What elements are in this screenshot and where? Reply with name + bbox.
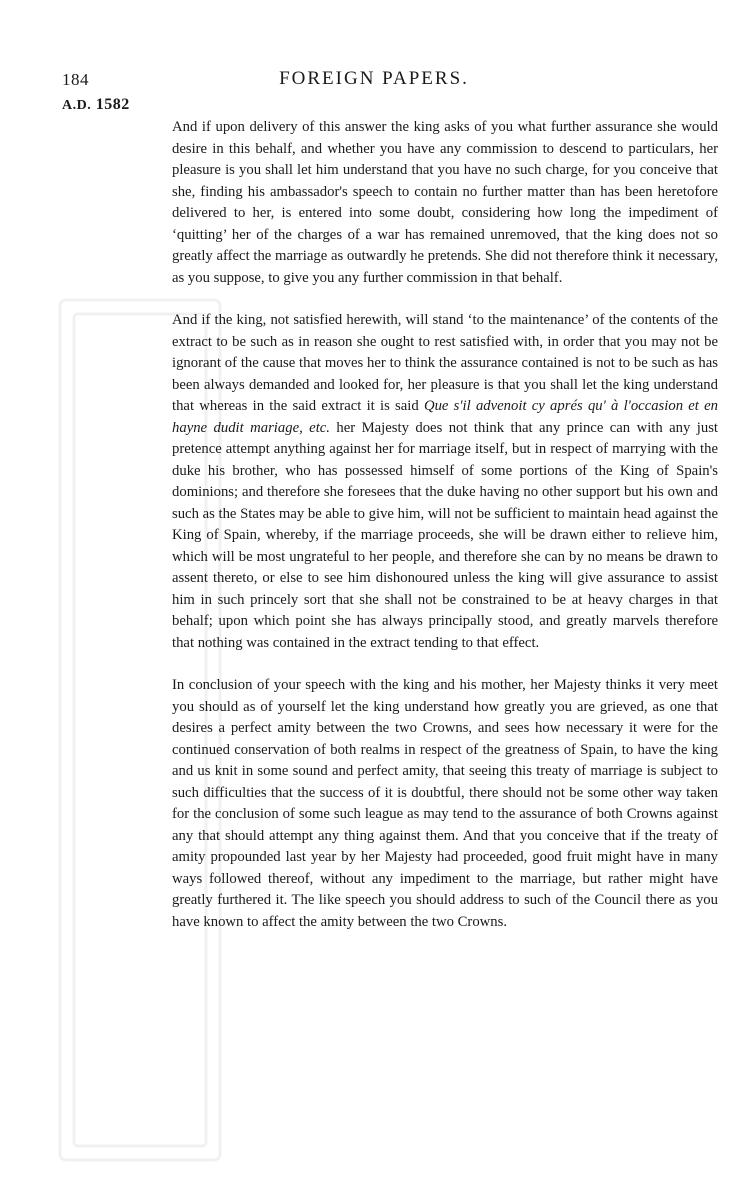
date-era: A.D. <box>62 98 92 113</box>
paragraph-1: And if upon delivery of this answer the king asks of you what further assurance she would desire in this behalf, and whether you have any commission to descend to particulars, her pleasure is you shall let him understand that you have no such charge, for you conceive that she, finding his ambassador's speech to contain no further matter than has been heretofore delivered to her, is entered into some doubt, considering how long the impediment of ‘quitting’ her of the charges of a war has remained unremoved, that the king does not so greatly affect the marriage as outwardly he pretends. She did not therefore think it necessary, as you suppose, to give you any further commission in that behalf. <box>172 119 718 286</box>
date-year: 1582 <box>95 96 130 113</box>
paragraph-3: In conclusion of your speech with the king and his mother, her Majesty thinks it very meet you should as of yourself let the king understand how greatly you are grieved, as one that desires a perfect amity between the two Crowns, and sees how necessary it were for the continued conservation of both realms in respect of the greatness of Spain, to have the king and us knit in some sound and perfect amity, that seeing this treaty of marriage is subject to such difficulties that the success of it is doubtful, there should not be some other way taken for the conclusion of some such league as may tend to the assurance of both Crowns against any that should attempt any thing against them. And that you conceive that if the treaty of amity propounded last year by her Majesty had proceeded, good fruit might have in many ways followed thereof, without any impediment to the marriage, but rather might have greatly furthered it. The like speech you should address to such of the Council there as you have known to affect the amity between the two Crowns. <box>172 677 718 930</box>
body-column <box>172 117 718 933</box>
page-number: 184 <box>62 70 89 89</box>
running-title: FOREIGN PAPERS. <box>279 68 469 89</box>
date-margin-note <box>62 96 130 114</box>
french-quotation: Que s'il advenoit cy aprés qu' à l'occasion et en hayne dudit mariage, etc. <box>172 398 718 436</box>
paragraph-2-text-end: her Majesty does not think that any prince can with any just pretence attempt anything against her for marriage itself, but in respect of marrying with the duke his brother, who has possessed himself of some portions of the King of Spain's dominions; and therefore she foresees that the duke having no other support but his own and such as the States may be able to give him, will not be sufficient to maintain head against the King of Spain, whereby, if the marriage proceeds, she will be drawn either to relieve him, which will be most ungrateful to her people, and therefore she can by no means be drawn to assent thereto, or else to see him dishonoured unless the king will give assurance to assist him in such princely sort that she shall not be constrained to be at heavy charges in that behalf; upon which point she has always principally stood, and greatly marvels therefore that nothing was contained in the extract tending to that effect. <box>172 419 718 651</box>
paragraph-2-text-start: And if the king, not satisfied herewith, will stand ‘to the maintenance’ of the contents of the extract to be such as in reason she ought to rest satisfied with, in order that you may not be ignorant of the cause that moves her to think the assurance contained is not to be such as has been always demanded and looked for, her pleasure is that you shall let the king understand that whereas in the said extract it is said <box>172 312 718 414</box>
paragraph-2 <box>172 310 718 654</box>
